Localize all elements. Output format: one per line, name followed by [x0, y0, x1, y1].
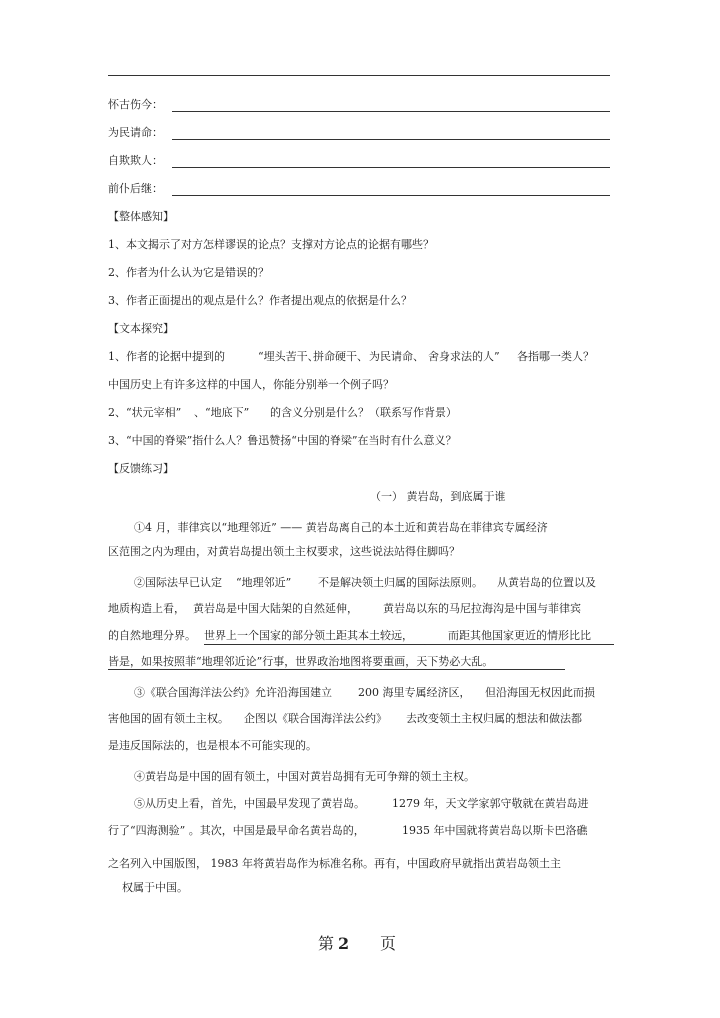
explore-q1-line2: 中国历史上有许多这样的中国人，你能分别举一个例子吗？ — [108, 378, 394, 391]
explore-q2-part-b: 、“地底下” — [194, 406, 250, 419]
article-p3-line2-c: 去改变领土主权归属的想法和做法都 — [406, 712, 582, 725]
overall-question-2: 2、作者为什么认为它是错误的？ — [108, 266, 269, 279]
fill-label-3: 自欺欺人： — [108, 154, 163, 167]
article-p2-line3-c: 而距其他国家更近的情形比比 — [448, 629, 591, 642]
explore-q1-part-b: “埋头苦干、 — [258, 350, 319, 363]
section-heading-explore: 【文本探究】 — [108, 322, 174, 335]
header-rule — [108, 75, 610, 76]
section-heading-feedback: 【反馈练习】 — [108, 462, 174, 475]
section-heading-overall: 【整体感知】 — [108, 210, 174, 223]
explore-q2-part-c: 的含义分别是什么？（联系写作背景） — [270, 406, 457, 419]
page-number-prefix: 第 — [318, 934, 335, 953]
article-p2-line1-b: “地理邻近” — [236, 576, 292, 589]
article-title: （一） 黄岩岛，到底属于谁 — [370, 490, 506, 503]
page-number-suffix: 页 — [380, 934, 397, 953]
article-p2-line4: 皆是，如果按照菲“地理邻近论”行事，世界政治地图将要重画，天下势必大乱。 — [108, 655, 494, 668]
article-p2-line1-c: 不是解决领土归属的国际法原则。 — [318, 576, 483, 589]
article-p2-line2-b: 黄岩岛是中国大陆架的自然延伸， — [193, 602, 358, 615]
article-p3-line2-a: 害他国的固有领土主权。 — [108, 712, 229, 725]
article-p5-line3: 之名列入中国版图， 1983 年将黄岩岛作为标准名称。再有，中国政府早就指出黄岩岛领土主 — [108, 857, 561, 870]
article-p2-line2-a: 地质构造上看， — [108, 602, 185, 615]
underline-p2-line3 — [204, 644, 614, 645]
page-number: 2 — [338, 934, 350, 953]
article-p3-line1-c: 但沿海国无权因此而损 — [485, 686, 595, 699]
article-p2-line3-a: 的自然地理分界。 — [108, 629, 196, 642]
article-p3-line2-b: 企图以《联合国海洋法公约》 — [244, 712, 387, 725]
article-p3-line3: 是违反国际法的，也是根本不可能实现的。 — [108, 739, 317, 752]
fill-label-2: 为民请命： — [108, 126, 163, 139]
article-p1-line1: ①4 月，菲律宾以“地理邻近” —— 黄岩岛离自己的本土近和黄岩岛在菲律宾专属经济 — [134, 521, 548, 534]
underline-p2-line4 — [108, 669, 565, 670]
explore-q1-part-f: 各指哪一类人？ — [517, 350, 594, 363]
explore-q3: 3、“中国的脊梁”指什么人？鲁迅赞扬“中国的脊梁”在当时有什么意义？ — [108, 434, 457, 447]
article-p5-line4: 权属于中国。 — [122, 881, 188, 894]
article-p3-line1-a: ③《联合国海洋法公约》允许沿海国建立 — [134, 686, 332, 699]
fill-line-1[interactable] — [172, 111, 610, 112]
explore-q1-part-e: 舍身求法的人” — [428, 350, 500, 363]
overall-question-3: 3、作者正面提出的观点是什么？作者提出观点的依据是什么？ — [108, 294, 412, 307]
fill-line-2[interactable] — [172, 139, 610, 140]
explore-q1-part-a: 1、作者的论据中提到的 — [108, 350, 225, 363]
fill-label-4: 前仆后继： — [108, 182, 163, 195]
article-p2-line2-c: 黄岩岛以东的马尼拉海沟是中国与菲律宾 — [383, 602, 581, 615]
article-p2-line1-d: 从黄岩岛的位置以及 — [497, 576, 596, 589]
article-p5-line1-a: ⑤从历史上看，首先，中国最早发现了黄岩岛。 — [134, 797, 365, 810]
overall-question-1: 1、本文揭示了对方怎样谬误的论点？支撑对方论点的论据有哪些？ — [108, 238, 434, 251]
explore-q1-part-c: 拼命硬干、 — [313, 350, 368, 363]
article-p5-line2-b: 1935 年中国就将黄岩岛以斯卡巴洛礁 — [402, 824, 588, 837]
article-p1-line2: 区范围之内为理由，对黄岩岛提出领土主权要求，这些说法站得住脚吗？ — [108, 545, 460, 558]
article-p3-line1-b: 200 海里专属经济区， — [358, 686, 471, 699]
fill-line-3[interactable] — [172, 167, 610, 168]
explore-q2-part-a: 2、“状元宰相” — [108, 406, 182, 419]
article-p2-line3-b: 世界上一个国家的部分领土距其本土较远， — [204, 629, 413, 642]
explore-q1-part-d: 为民请命、 — [369, 350, 424, 363]
article-p2-line1-a: ②国际法早已认定 — [134, 576, 222, 589]
article-p5-line1-b: 1279 年，天文学家郭守敬就在黄岩岛进 — [392, 797, 589, 810]
fill-line-4[interactable] — [172, 195, 610, 196]
article-p4: ④黄岩岛是中国的固有领土，中国对黄岩岛拥有无可争辩的领土主权。 — [134, 770, 475, 783]
article-p5-line2-a: 行了“四海测验” 。其次，中国是最早命名黄岩岛的， — [108, 824, 365, 837]
fill-label-1: 怀古伤今： — [108, 98, 163, 111]
